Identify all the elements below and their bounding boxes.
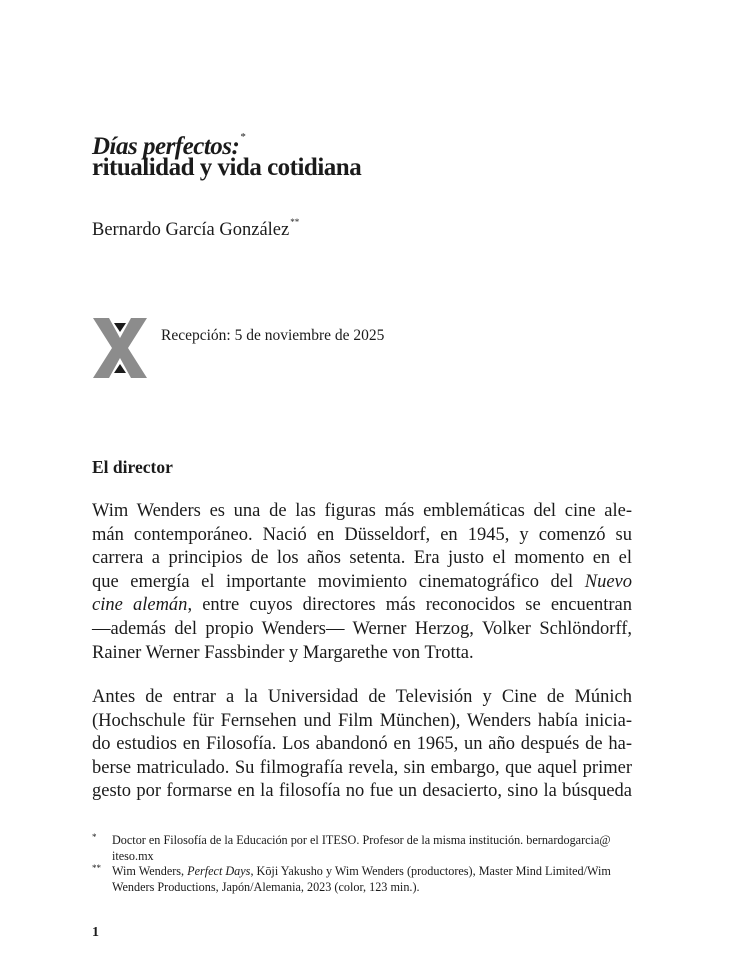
author-line bbox=[92, 209, 299, 243]
paragraph-line: Rainer Werner Fassbinder y Margarethe von Trotta. bbox=[92, 642, 474, 663]
footnote-line: iteso.mx bbox=[112, 848, 154, 863]
footnotes bbox=[92, 833, 637, 895]
footnote-line: Wenders Productions, Japón/Alemania, 2023 (color, 123 min.). bbox=[112, 879, 420, 894]
paragraph-text: , entre cuyos directores más reconocidos se encuentran bbox=[187, 595, 632, 616]
paragraph-2 bbox=[92, 686, 632, 804]
paragraph-line: gesto por formarse en la filosofía no fue un desacierto, sino la búsqueda bbox=[92, 781, 632, 802]
paragraph-1 bbox=[92, 500, 632, 665]
film-movement-italic: Nuevo bbox=[584, 571, 632, 592]
title-footnote-mark[interactable]: * bbox=[240, 131, 246, 143]
reception-date: Recepción: 5 de noviembre de 2025 bbox=[161, 327, 385, 344]
title-italic-text: Días perfectos: bbox=[92, 133, 240, 160]
paragraph-line: carrera a principios de los años setenta. Era justo el momento en el bbox=[92, 548, 632, 569]
paragraph-line bbox=[92, 594, 632, 618]
footnote-text: , Kōji Yakusho y Wim Wenders (productores), Master Mind Limited/Wim bbox=[250, 864, 611, 878]
paragraph-line bbox=[92, 571, 632, 595]
title-subtitle: ritualidad y vida cotidiana bbox=[92, 154, 362, 181]
footnote-1 bbox=[92, 833, 637, 864]
footnote-line: Doctor en Filosofía de la Educación por el ITESO. Profesor de la misma institución. bernardogarcia@ bbox=[112, 833, 611, 847]
paragraph-line: —además del propio Wenders— Werner Herzog, Volker Schlöndorff, bbox=[92, 618, 632, 639]
paragraph-line: do estudios en Filosofía. Los abandonó en 1965, un año después de ha- bbox=[92, 734, 632, 755]
film-title-italic: Perfect Days bbox=[187, 864, 251, 878]
paragraph-line: mán contemporáneo. Nació en Düsseldorf, en 1945, y comenzó su bbox=[92, 524, 632, 545]
footnote-mark: * bbox=[92, 832, 97, 842]
paragraph-line: berse matriculado. Su filmografía revela, sin embargo, que aquel primer bbox=[92, 757, 632, 778]
author-footnote-mark[interactable]: ** bbox=[290, 217, 300, 227]
film-movement-italic: cine alemán bbox=[92, 595, 188, 616]
section-heading: El director bbox=[92, 457, 173, 477]
footnote-2 bbox=[92, 864, 637, 895]
paragraph-line: Antes de entrar a la Universidad de Televisión y Cine de Múnich bbox=[92, 687, 632, 707]
journal-x-logo-icon bbox=[93, 318, 147, 378]
paragraph-text: que emergía el importante movimiento cinematográfico del bbox=[92, 571, 585, 592]
paragraph-line: Wim Wenders es una de las figuras más emblemáticas del cine ale- bbox=[92, 501, 632, 521]
paragraph-line: (Hochschule für Fernsehen und Film München), Wenders había inicia- bbox=[92, 710, 632, 731]
page-number: 1 bbox=[92, 925, 99, 940]
footnote-line bbox=[112, 864, 637, 880]
footnote-mark: ** bbox=[92, 863, 101, 873]
footnote-text: Wim Wenders, bbox=[112, 864, 188, 878]
author-name: Bernardo García González bbox=[92, 220, 290, 240]
